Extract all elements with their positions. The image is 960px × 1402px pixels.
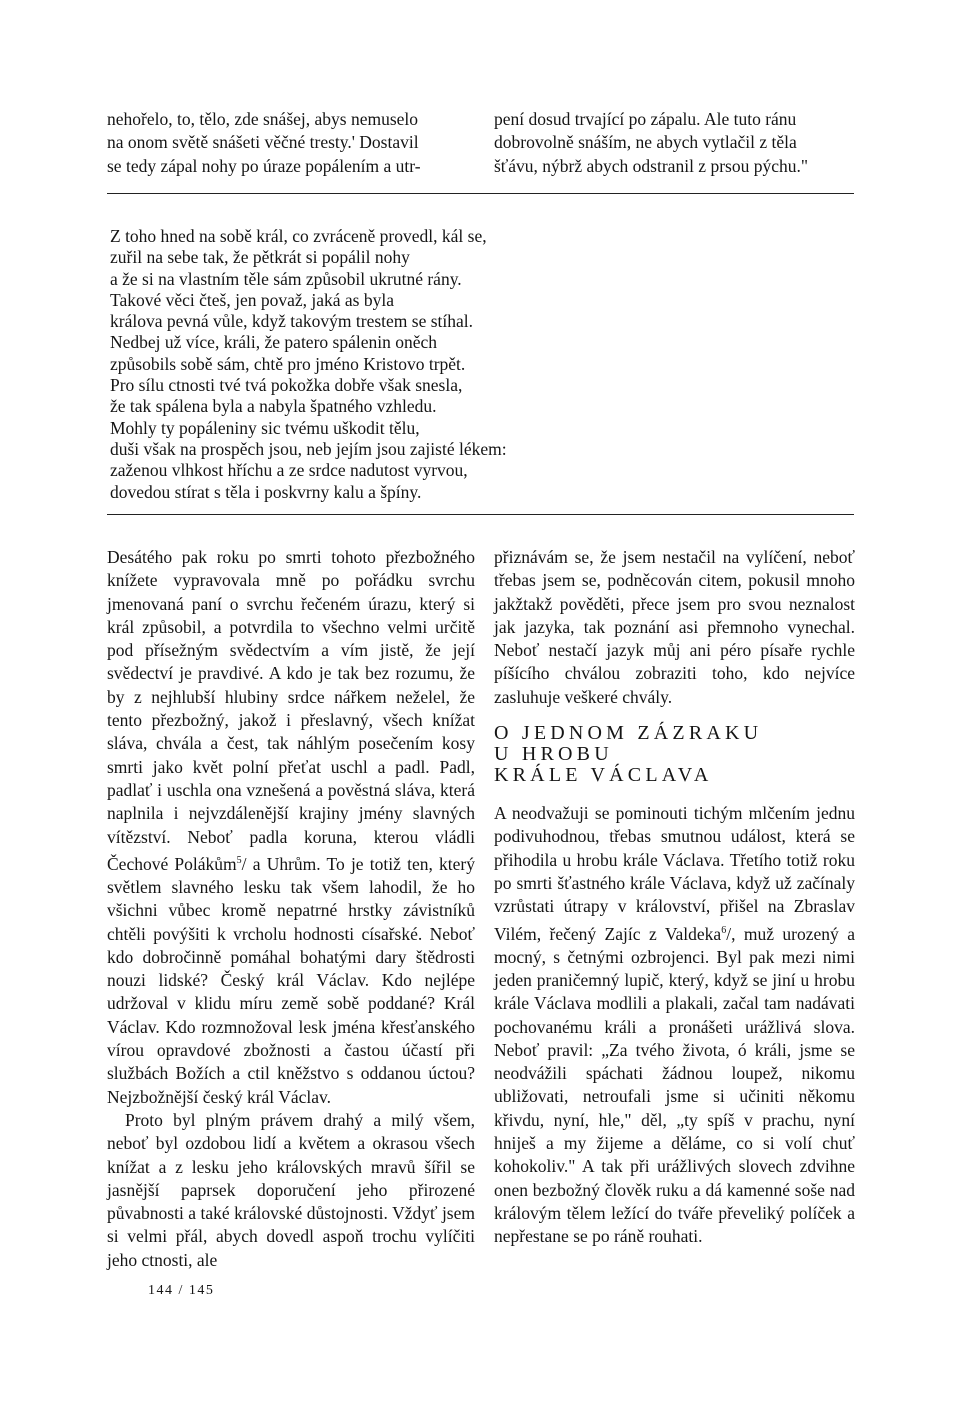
poem-line: způsobils sobě sám, chtě pro jméno Kristovo trpět. [110, 353, 466, 374]
top-left-column [107, 108, 487, 178]
text-line: šťávu, nýbrž abych odstranil z prsou pýchu." [494, 155, 808, 176]
poem-line: zaženou vlhkost hříchu a ze srdce nadutost vyrvou, [110, 460, 468, 481]
right-text-column [494, 546, 855, 1249]
heading-line: U HROBU [494, 743, 613, 766]
section-heading [494, 723, 855, 786]
text-line: pení dosud trvající po zápalu. Ale tuto ránu [494, 109, 797, 129]
footnote-marker: 6 [721, 924, 727, 936]
poem-line: Pro sílu ctnosti tvé tvá pokožka dobře však snesla, [110, 375, 463, 396]
poem-line: a že si na vlastním těle sám způsobil ukrutné rány. [110, 268, 462, 289]
top-right-column [494, 108, 854, 178]
poem-line: Nedbej už více, králi, že patero spálenin oněch [110, 332, 438, 353]
page-number: 144 / 145 [148, 1283, 215, 1298]
poem-line: že tak spálena byla a nabyla špatného vzhledu. [110, 396, 437, 417]
text-line: na onom světě snášeti věčné tresty.' Dostavil [107, 132, 419, 153]
poem-line: Takové věci čteš, jen považ, jaká as byla [110, 289, 394, 310]
poem-line: Mohly ty popáleniny sic tvému uškodit tělu, [110, 417, 420, 438]
poem-line: dovedou stírat s těla i poskvrny kalu a špíny. [110, 481, 422, 502]
paragraph [494, 802, 855, 1248]
poem-line: králova pevná vůle, když takovým trestem se stíhal. [110, 311, 474, 332]
horizontal-rule [107, 514, 854, 515]
horizontal-rule [107, 193, 854, 194]
poem-line: duši však na prospěch jsou, neb jejím jsou zajisté lékem: [110, 438, 507, 459]
text-line: se tedy zápal nohy po úraze popálením a utr- [107, 155, 421, 176]
paragraph: Proto byl plným právem drahý a milý všem, neboť byl ozdobou lidí a květem a okrasou všech knížat a z lesku jeho královských mravů šířil se jasnější paprsek doporučení jeho přirozené půvabnosti a také královské důstojnosti. Vždyť jsem si velmi přál, abych dovedl aspoň trochu vylíčiti jeho ctnosti, ale [107, 1109, 475, 1270]
text-line: nehořelo, to, tělo, zde snášej, abys nemuselo [107, 109, 419, 129]
poem-line: Z toho hned na sobě král, co zvráceně provedl, kál se, [110, 226, 487, 246]
paragraph-text: /, muž urozený a mocný, s četnými ozbrojenci. Byl pak mezi nimi jeden praničemný lupič, který, když se jiní u hrobu krále Václava modlili a plakali, začal tam nadávati pochovanému králi a pronášeti urážlivá slova. Neboť pravil: „Za tvého života, ó králi, jsme se neodvážili spáchati žádnou loupež, nikomu ubližovati, netroufali jsme si učiniti někomu křivdu, nyní, hle," děl, „ty spíš v prachu, nyní hniješ a my žijeme a děláme, co si volí chuť kohokoliv." A tak při urážlivých slovech zdvihne onen bezbožný člověk ruku a dá kamenné soše nad královým tělem ležící do tváře převeliký políček a nepřestane se po ráně rouhati. [494, 923, 855, 1247]
paragraph [107, 546, 475, 1109]
paragraph: přiznávám se, že jsem nestačil na vylíčení, neboť třebas jsem se, podněcován citem, pokusil mnoho jakžtakž pověděti, přece jsem pro svou neznalost jak jazyka, tak poznání asi přemnoho vynechal. Neboť nestačí jazyk můj ani péro písaře rychle píšícího chválou zobraziti toho, kdo nejvíce zasluhuje veškeré chvály. [494, 547, 855, 707]
poem-block [110, 226, 670, 503]
left-text-column [107, 546, 475, 1272]
heading-line: KRÁLE VÁCLAVA [494, 764, 713, 787]
heading-line: O JEDNOM ZÁZRAKU [494, 722, 763, 745]
text-line: dobrovolně snáším, ne abych vytlačil z těla [494, 132, 797, 153]
footnote-marker: 5 [236, 854, 242, 866]
poem-line: zuřil na sebe tak, že pětkrát si popálil nohy [110, 247, 410, 268]
paragraph-text: A neodvažuji se pominouti tichým mlčením jednu podivuhodnou, třebas smutnou událost, která se přihodila u hrobu krále Václava. Třetího totiž roku po smrti šťastného krále Václava, když už začínaly vzrůstati útrapy v království, přišel na Zbraslav Vilém, řečený Zajíc z Valdeka [494, 803, 855, 944]
paragraph-text: Desátého pak roku po smrti tohoto přezbožného knížete vypravovala mně po pořádku svrchu jmenovaná paní o svrchu řečeném úrazu, který si král způsobil, a potvrdila to všechno velmi určitě pod přísežným svědectvím a vím jistě, že její svědectví je pravdivé. A kdo je tak bez rozumu, že by z nejhlubší hlubiny srdce nářkem neželel, že tento přezbožný, jakož i přeslavný, všech knížat sláva, chvála a čest, tak náhlým posečením kosy smrti jako květ polní přeťat uschl a padl. Padl, padlať i uschla ona vznešená a pověstná sláva, která naplnila i nejvzdálenější krajiny jmény slavných vítězství. Neboť padla koruna, kterou vládli Čechové Polákům [107, 547, 475, 874]
paragraph-text: / a Uhrům. To je totiž ten, který světlem slavného lesku tak všem lahodil, že ho všichni vůbec kromě nepatrné hrstky závistníků chtěli povýšiti k vrcholu hodnosti císařské. Neboť kdo dobročinně pomáhal bohatými dary štědrosti nouzi lidské? Český král Václav. Kdo nejlépe udržoval v klidu míru země sobě poddané? Král Václav. Kdo rozmnožoval lesk jména křesťanského vírou opravdové zbožnosti a častou účastí při službách Božích a ctil kněžstvo s oddanou úctou? Nejzbožnější český král Václav. [107, 853, 475, 1107]
